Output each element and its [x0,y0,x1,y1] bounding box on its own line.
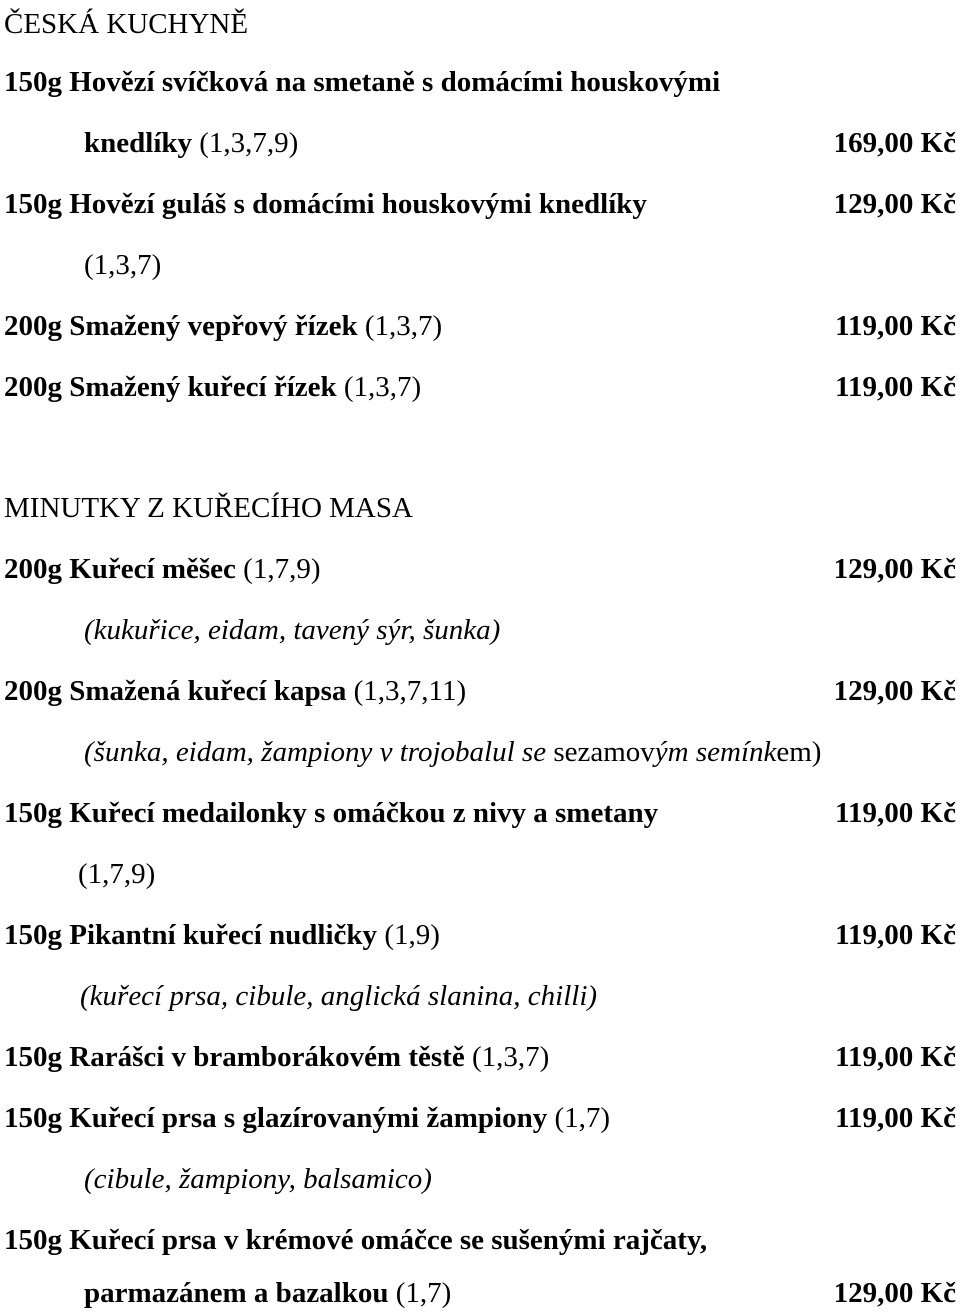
item-weight: 200g [4,310,62,342]
item-allergens: (1,9) [384,919,440,951]
item-allergens: (1,3,7) [471,1041,550,1073]
item-name: Pikantní kuřecí nudličky [69,919,378,951]
menu-item-nudlicky-description [0,974,960,1018]
item-name: parmazánem a bazalkou [84,1277,389,1309]
item-allergens: (1,7) [554,1102,611,1134]
item-weight: 150g [4,797,62,829]
menu-item-svickova [0,60,960,104]
menu-item-medailonky-allergens [0,852,960,896]
item-name: knedlíky [84,127,192,159]
item-price: 119,00 Kč [835,1102,956,1134]
item-weight: 150g [4,1102,62,1134]
menu-item-medailonky [0,791,960,835]
item-description: (kukuřice, eidam, tavený sýr, šunka) [84,614,501,646]
menu-item-svickova-continued [0,121,960,165]
item-weight: 150g [4,1224,62,1256]
item-name: Kuřecí medailonky s omáčkou z nivy a smetany [69,797,659,829]
item-price: 129,00 Kč [833,675,956,707]
menu-item-kureci-kapsa-description [0,730,960,774]
item-price: 119,00 Kč [835,371,956,403]
item-allergens: (1,7) [395,1277,452,1309]
menu-item-kureci-mesec-description [0,608,960,652]
item-price: 119,00 Kč [835,797,956,829]
item-allergens: (1,3,7,11) [353,675,467,707]
menu-item-kureci-rizek [0,365,960,409]
menu-item-kureci-prsa-rajcata-continued [0,1271,960,1315]
item-name: Kuřecí prsa s glazírovanými žampiony [69,1102,548,1134]
menu-item-kureci-mesec [0,547,960,591]
item-name: Kuřecí prsa v krémové omáčce se sušenými rajčaty, [69,1224,708,1256]
menu-item-kureci-kapsa [0,669,960,713]
item-name: Hovězí guláš s domácími houskovými knedlíky [69,188,647,220]
item-price: 129,00 Kč [833,188,956,220]
item-price: 129,00 Kč [833,1277,956,1309]
item-allergens: (1,3,7,9) [199,127,299,159]
menu-item-raraasci [0,1035,960,1079]
menu-item-nudlicky [0,913,960,957]
section-title-chicken-minutes: MINUTKY Z KUŘECÍHO MASA [4,492,413,524]
menu-item-gulas-allergens [0,243,960,287]
section-title-czech-cuisine: ČESKÁ KUCHYNĚ [4,8,249,40]
item-weight: 150g [4,919,62,951]
item-price: 119,00 Kč [835,310,956,342]
item-allergens: (1,7,9) [243,553,321,585]
item-price: 169,00 Kč [833,127,956,159]
item-allergens: (1,3,7) [343,371,422,403]
item-name: Smažená kuřecí kapsa [69,675,347,707]
item-weight: 150g [4,1041,62,1073]
item-name: Kuřecí měšec [69,553,236,585]
item-name: Rarášci v bramborákovém těstě [69,1041,465,1073]
item-description: (kuřecí prsa, cibule, anglická slanina, chilli) [80,980,598,1012]
item-allergens: (1,3,7) [84,249,162,281]
menu-item-kureci-prsa-zampiony-description [0,1157,960,1201]
item-name: Hovězí svíčková na smetaně s domácími houskovými [69,66,721,98]
menu-item-kureci-prsa-zampiony [0,1096,960,1140]
item-price: 119,00 Kč [835,1041,956,1073]
item-weight: 150g [4,66,62,98]
menu-item-kureci-prsa-rajcata [0,1218,960,1262]
item-allergens: (1,3,7) [364,310,443,342]
item-price: 129,00 Kč [833,553,956,585]
menu-item-gulas [0,182,960,226]
item-price: 119,00 Kč [835,919,956,951]
item-weight: 150g [4,188,62,220]
item-weight: 200g [4,675,62,707]
item-weight: 200g [4,371,62,403]
item-name: Smažený kuřecí řízek [69,371,337,403]
item-weight: 200g [4,553,62,585]
item-name: Smažený vepřový řízek [69,310,358,342]
menu-item-vepovy-rizek [0,304,960,348]
item-description: (cibule, žampiony, balsamico) [84,1163,432,1195]
item-description: (šunka, eidam, žampiony v trojobalul se sezamovým semínkem) [84,736,822,768]
item-allergens: (1,7,9) [78,858,156,890]
